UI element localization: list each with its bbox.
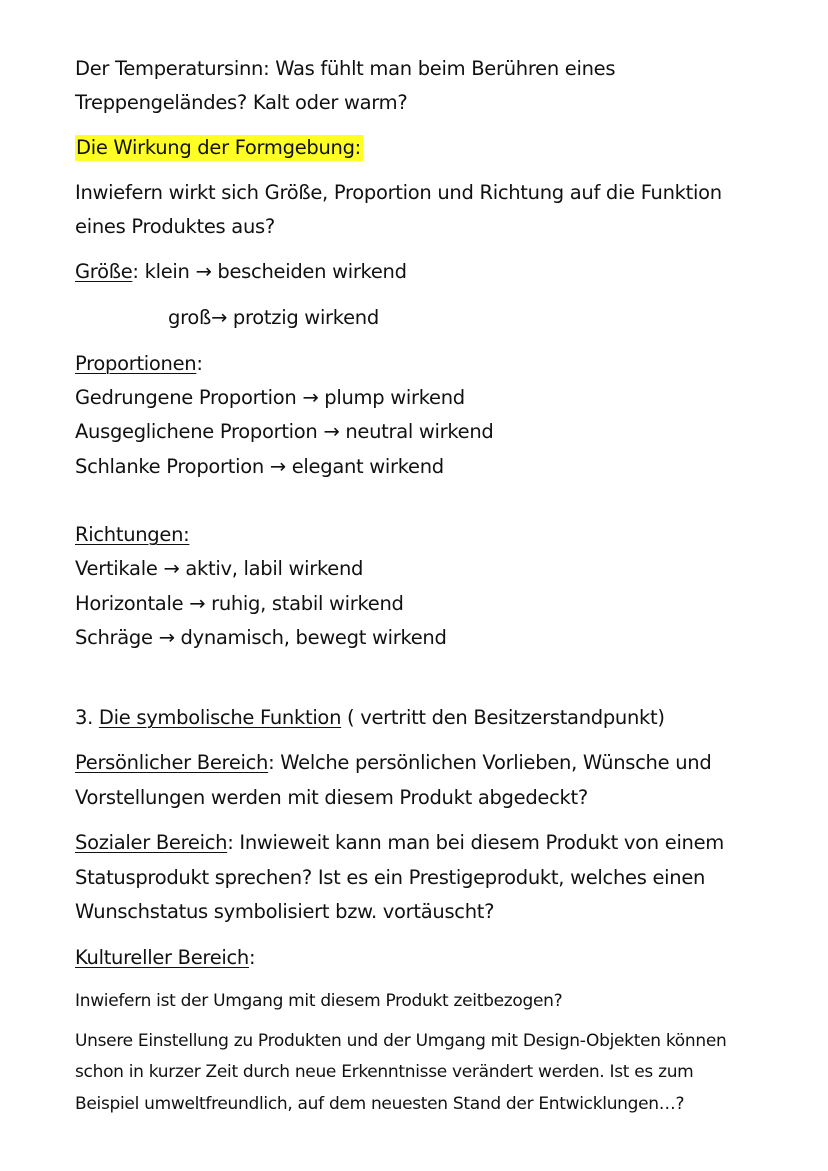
cultural-heading [75,944,255,972]
highlighted-heading: Die Wirkung der Formgebung: [76,136,361,159]
form-effect-question-line-2: eines Produktes aus? [75,215,275,238]
size-label: Größe [75,260,133,283]
form-effect-question-line-1: Inwiefern wirkt sich Größe, Proportion und Richtung auf die Funktion [75,181,722,204]
social-text: : Inwieweit kann man bei diesem Produkt von einem [227,831,725,854]
temperature-line-1: Der Temperatursinn: Was fühlt man beim Berühren eines [75,57,616,80]
cultural-colon: : [249,946,256,969]
social-line-2: Statusprodukt sprechen? Ist es ein Prestigeprodukt, welches einen [75,866,706,889]
personal-line-1 [75,749,711,777]
personal-label: Persönlicher Bereich [75,751,269,774]
proportions-label: Proportionen [75,352,197,375]
social-label: Sozialer Bereich [75,831,228,854]
directions-heading [75,521,189,549]
proportions-colon: : [196,352,203,375]
size-line-1 [75,258,407,286]
size-line-2: groß→ protzig wirkend [168,306,379,329]
form-effect-heading [75,134,363,162]
direction-item: Vertikale → aktiv, labil wirkend [75,557,364,580]
social-line-1 [75,829,724,857]
size-small-text: : klein → bescheiden wirkend [132,260,407,283]
cultural-paragraph-line-1: Unsere Einstellung zu Produkten und der Umgang mit Design-Objekten können [75,1031,727,1051]
cultural-label: Kultureller Bereich [75,946,249,969]
proportion-item: Schlanke Proportion → elegant wirkend [75,455,444,478]
cultural-question: Inwiefern ist der Umgang mit diesem Produkt zeitbezogen? [75,991,563,1011]
direction-item: Horizontale → ruhig, stabil wirkend [75,592,404,615]
cultural-paragraph-line-3: Beispiel umweltfreundlich, auf dem neuesten Stand der Entwicklungen…? [75,1094,685,1114]
temperature-line-2: Treppengeländes? Kalt oder warm? [75,91,408,114]
symbolic-function-title: Die symbolische Funktion [98,706,342,729]
social-line-3: Wunschstatus symbolisiert bzw. vortäuscht? [75,900,495,923]
proportion-item: Gedrungene Proportion → plump wirkend [75,386,465,409]
directions-label: Richtungen: [75,523,190,546]
personal-line-2: Vorstellungen werden mit diesem Produkt abgedeckt? [75,786,588,809]
cultural-paragraph-line-2: schon in kurzer Zeit durch neue Erkenntnisse verändert werden. Ist es zum [75,1062,694,1082]
section-number: 3. [75,706,99,729]
direction-item: Schräge → dynamisch, bewegt wirkend [75,626,447,649]
symbolic-function-heading [75,704,665,732]
proportion-item: Ausgeglichene Proportion → neutral wirkend [75,420,494,443]
proportions-heading [75,350,203,378]
symbolic-function-note: ( vertritt den Besitzerstandpunkt) [341,706,665,729]
personal-text: : Welche persönlichen Vorlieben, Wünsche und [268,751,712,774]
